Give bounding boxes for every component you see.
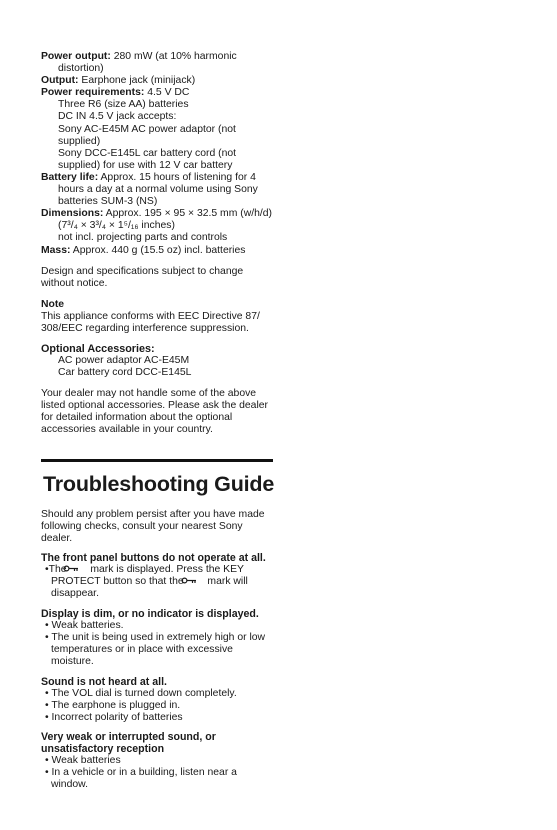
trouble-section	[41, 731, 276, 791]
bullet-text: Weak batteries.	[51, 620, 124, 632]
trouble-heading: Very weak or interrupted sound, or unsatisfactory reception	[41, 731, 216, 756]
trouble-bullet: • Incorrect polarity of batteries	[45, 712, 183, 724]
spec-line: batteries SUM-3 (NS)	[58, 196, 158, 208]
note-block	[41, 299, 276, 335]
spec-value: Earphone jack (minijack)	[78, 75, 196, 87]
optional-item: Car battery cord DCC-E145L	[58, 367, 192, 379]
spec-line: hours a day at a normal volume using Sony	[58, 184, 258, 196]
spec-value: Approx. 15 hours of listening for 4	[98, 171, 256, 183]
trouble-bullet: • The VOL dial is turned down completely.	[45, 688, 237, 700]
spec-cont: distortion)	[58, 63, 104, 75]
spec-label: Dimensions:	[41, 208, 104, 220]
spec-line: (7³/₄ × 3³/₄ × 1⁵/₁₆ inches)	[58, 220, 175, 232]
trouble-bullet: • Weak batteries.	[45, 620, 124, 632]
bullet-text: Incorrect polarity of batteries	[51, 712, 183, 724]
spec-power-output	[41, 51, 276, 63]
spec-line: supplied)	[58, 135, 101, 147]
spec-line: not incl. projecting parts and controls	[58, 232, 228, 244]
spec-output	[41, 75, 276, 87]
spec-dimensions	[41, 208, 276, 220]
bullet-text: mark will disappear.	[51, 576, 248, 600]
bullet-text: Weak batteries	[51, 755, 121, 767]
specifications	[41, 51, 276, 257]
spec-line: Sony AC-E45M AC power adaptor (not	[58, 123, 236, 135]
spec-line: DC IN 4.5 V jack accepts:	[58, 111, 177, 123]
bullet-text: mark is displayed. Press the KEY PROTECT button so that the	[51, 564, 244, 588]
spec-label: Output:	[41, 75, 79, 87]
trouble-heading: Display is dim, or no indicator is displayed.	[41, 608, 259, 620]
note-title: Note	[41, 299, 65, 310]
troubleshooting-intro: Should any problem persist after you have made following checks, consult your nearest Sony dealer.	[41, 509, 265, 545]
trouble-section	[41, 676, 276, 724]
spec-line: Three R6 (size AA) batteries	[58, 99, 189, 111]
trouble-heading: Sound is not heard at all.	[41, 676, 167, 688]
trouble-bullet: • The earphone is plugged in.	[45, 700, 181, 712]
trouble-section	[41, 552, 276, 600]
optional-item: AC power adaptor AC-E45M	[58, 355, 190, 367]
spec-value: 280 mW (at 10% harmonic	[110, 51, 237, 62]
key-icon	[187, 576, 205, 588]
note-text: This appliance conforms with EEC Directive 87/ 308/EEC regarding interference suppression.	[41, 311, 260, 335]
page-title: Troubleshooting Guide	[43, 472, 275, 496]
spec-label: Mass:	[41, 244, 71, 256]
spec-label: Power requirements:	[41, 87, 145, 99]
trouble-bullet: • Weak batteries	[45, 755, 121, 767]
spec-label: Power output:	[41, 51, 111, 62]
bullet-text: The earphone is plugged in.	[51, 700, 181, 712]
dealer-note: Your dealer may not handle some of the above listed optional accessories. Please ask the dealer for detailed information about the optional accessories available in your country.	[41, 388, 268, 436]
bullet-text: The VOL dial is turned down completely.	[51, 688, 237, 700]
spec-value: Approx. 195 × 95 × 32.5 mm (w/h/d)	[103, 208, 273, 220]
spec-power-requirements	[41, 87, 276, 99]
spec-line: supplied) for use with 12 V car battery	[58, 159, 233, 171]
trouble-section	[41, 608, 276, 668]
design-note: Design and specifications subject to change without notice.	[41, 266, 244, 290]
spec-line: Sony DCC-E145L car battery cord (not	[58, 147, 237, 159]
bullet-text: The unit is being used in extremely high or low temperatures or in place with excessive moisture.	[51, 632, 266, 668]
spec-mass	[41, 245, 276, 257]
optional-title: Optional Accessories:	[41, 343, 155, 355]
spec-value: Approx. 440 g (15.5 oz) incl. batteries	[70, 244, 246, 256]
spec-label: Battery life:	[41, 171, 99, 183]
optional-accessories	[41, 343, 276, 379]
trouble-bullet: • The unit is being used in extremely high or low temperatures or in place with excessive moisture.	[45, 632, 266, 668]
key-icon	[69, 564, 87, 576]
trouble-bullet: •The mark is displayed. Press the KEY PROTECT button so that the mark will disappear.	[45, 564, 248, 600]
trouble-bullet: • In a vehicle or in a building, listen near a window.	[45, 767, 237, 791]
trouble-heading: The front panel buttons do not operate at all.	[41, 552, 266, 564]
bullet-text: In a vehicle or in a building, listen near a window.	[51, 767, 237, 791]
spec-value: 4.5 V DC	[144, 87, 190, 99]
spec-battery-life	[41, 172, 276, 184]
section-divider	[41, 459, 273, 462]
bullet-text: The	[48, 564, 70, 576]
